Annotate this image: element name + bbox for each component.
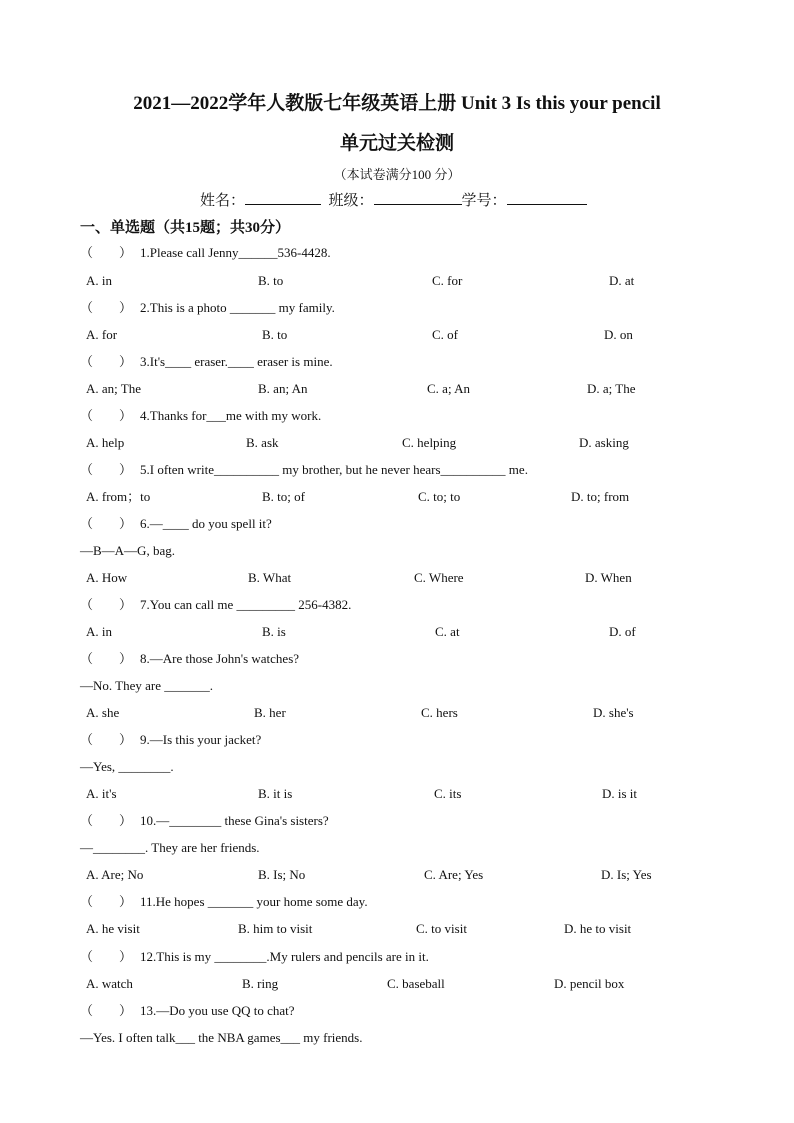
option-d[interactable]: D. a; The (587, 381, 636, 396)
score-note: （本试卷满分100 分） (333, 167, 461, 182)
option-b[interactable]: B. it is (258, 786, 293, 801)
question-stem: 12.This is my ________.My rulers and pencils are in it. (140, 949, 429, 964)
option-d[interactable]: D. pencil box (554, 976, 625, 991)
option-c[interactable]: C. at (435, 624, 460, 639)
question-stem: 13.—Do you use QQ to chat? (140, 1003, 295, 1018)
option-d[interactable]: D. on (604, 327, 633, 342)
option-d[interactable]: D. to; from (571, 489, 630, 504)
option-b[interactable]: B. Is; No (258, 867, 306, 882)
option-c[interactable]: C. Where (414, 570, 464, 585)
option-a[interactable]: A. it's (86, 786, 117, 801)
option-a[interactable]: A. watch (86, 976, 133, 991)
option-c[interactable]: C. hers (421, 705, 458, 720)
answer-paren[interactable]: （ ） (80, 813, 133, 828)
question-13-dialog: —Yes. I often talk___ the NBA games___ my friends. (80, 1030, 363, 1045)
answer-paren[interactable]: （ ） (80, 949, 133, 964)
option-d[interactable]: D. Is; Yes (601, 867, 652, 882)
question-stem: 1.Please call Jenny______536-4428. (140, 245, 331, 260)
option-c[interactable]: C. for (432, 273, 463, 288)
option-c[interactable]: C. to visit (416, 921, 467, 936)
question-6-dialog: —B—A—G, bag. (80, 543, 175, 558)
option-c[interactable]: C. of (432, 327, 458, 342)
option-b[interactable]: B. ask (246, 435, 279, 450)
option-b[interactable]: B. to; of (262, 489, 305, 504)
answer-paren[interactable]: （ ） (80, 894, 133, 909)
question-stem: 8.—Are those John's watches? (140, 651, 300, 666)
answer-paren[interactable]: （ ） (80, 651, 133, 666)
option-b[interactable]: B. an; An (258, 381, 308, 396)
option-d[interactable]: D. she's (593, 705, 634, 720)
question-stem: 7.You can call me _________ 256-4382. (140, 597, 352, 612)
answer-paren[interactable]: （ ） (80, 300, 133, 315)
option-a[interactable]: A. for (86, 327, 118, 342)
option-d[interactable]: D. When (585, 570, 632, 585)
option-a[interactable]: A. in (86, 624, 112, 639)
option-b[interactable]: B. to (262, 327, 288, 342)
option-a[interactable]: A. an; The (86, 381, 141, 396)
option-a[interactable]: A. from；to (86, 489, 151, 504)
question-stem: 9.—Is this your jacket? (140, 732, 262, 747)
question-stem: 2.This is a photo _______ my family. (140, 300, 335, 315)
answer-paren[interactable]: （ ） (80, 354, 133, 369)
question-stem: 6.—____ do you spell it? (140, 516, 272, 531)
option-c[interactable]: C. helping (402, 435, 457, 450)
answer-paren[interactable]: （ ） (80, 245, 133, 260)
option-c[interactable]: C. a; An (427, 381, 470, 396)
option-c[interactable]: C. Are; Yes (424, 867, 484, 882)
question-stem: 10.—________ these Gina's sisters? (140, 813, 329, 828)
option-b[interactable]: B. What (248, 570, 292, 585)
option-c[interactable]: C. its (434, 786, 462, 801)
section-title: 一、单选题（共15题；共30分） (80, 220, 291, 236)
answer-paren[interactable]: （ ） (80, 516, 133, 531)
option-b[interactable]: B. ring (242, 976, 279, 991)
answer-paren[interactable]: （ ） (80, 597, 133, 612)
option-d[interactable]: D. asking (579, 435, 629, 450)
question-9-dialog: —Yes, ________. (80, 759, 174, 774)
option-d[interactable]: D. of (609, 624, 636, 639)
option-a[interactable]: A. help (86, 435, 125, 450)
option-a[interactable]: A. he visit (86, 921, 140, 936)
question-stem: 5.I often write__________ my brother, but he never hears__________ me. (140, 462, 528, 477)
option-b[interactable]: B. to (258, 273, 284, 288)
option-a[interactable]: A. in (86, 273, 112, 288)
option-d[interactable]: D. at (609, 273, 635, 288)
answer-paren[interactable]: （ ） (80, 732, 133, 747)
option-b[interactable]: B. is (262, 624, 286, 639)
option-d[interactable]: D. he to visit (564, 921, 632, 936)
option-c[interactable]: C. to; to (418, 489, 461, 504)
name-label: 姓名： (200, 193, 246, 209)
id-label: 学号： (461, 193, 507, 209)
question-stem: 4.Thanks for___me with my work. (140, 408, 322, 423)
question-stem: 3.It's____ eraser.____ eraser is mine. (140, 354, 333, 369)
option-b[interactable]: B. him to visit (238, 921, 313, 936)
class-label: 班级： (328, 193, 374, 209)
answer-paren[interactable]: （ ） (80, 462, 133, 477)
option-b[interactable]: B. her (254, 705, 286, 720)
option-a[interactable]: A. Are; No (86, 867, 144, 882)
option-a[interactable]: A. How (86, 570, 128, 585)
page-title: 2021—2022学年人教版七年级英语上册 Unit 3 Is this your pencil (133, 93, 661, 114)
question-8-dialog: —No. They are _______. (80, 678, 213, 693)
option-c[interactable]: C. baseball (387, 976, 445, 991)
option-a[interactable]: A. she (86, 705, 120, 720)
answer-paren[interactable]: （ ） (80, 1003, 133, 1018)
option-d[interactable]: D. is it (602, 786, 638, 801)
question-stem: 11.He hopes _______ your home some day. (140, 894, 368, 909)
page-subtitle: 单元过关检测 (339, 133, 454, 154)
answer-paren[interactable]: （ ） (80, 408, 133, 423)
question-10-dialog: —________. They are her friends. (80, 840, 260, 855)
